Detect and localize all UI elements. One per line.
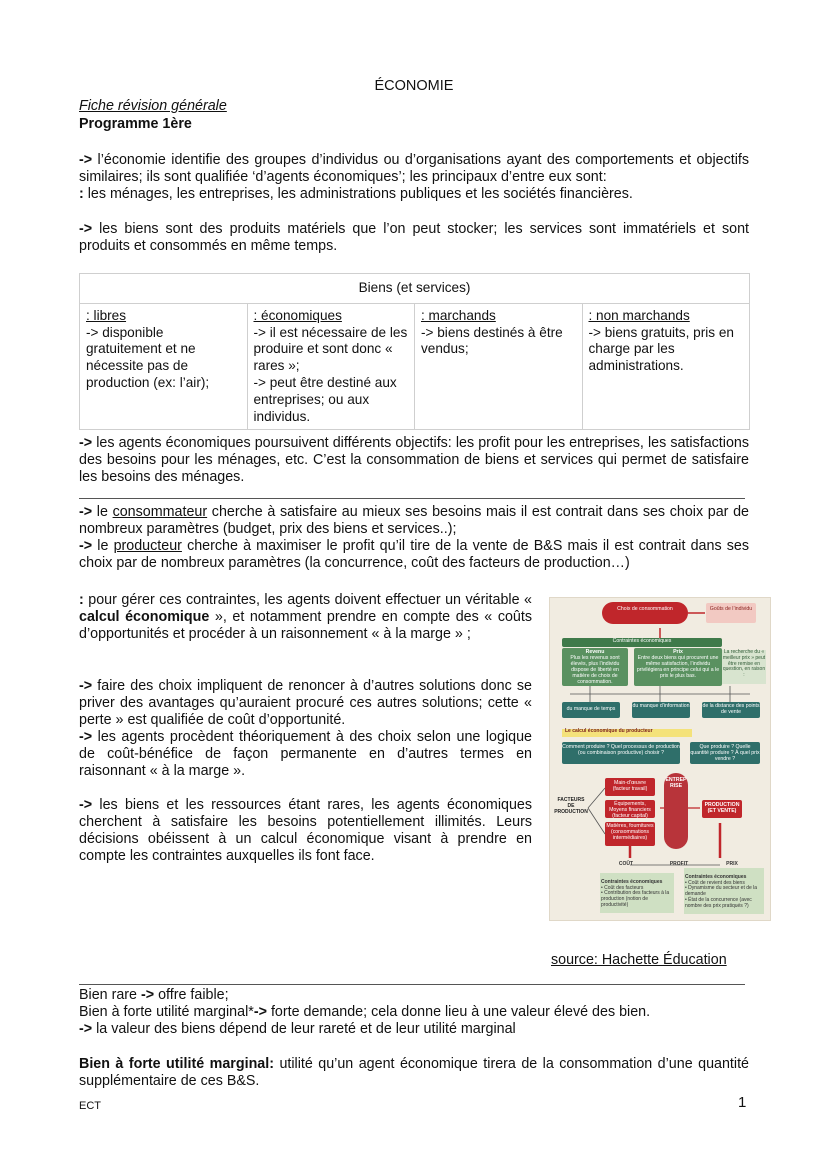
- arrow: ->: [79, 504, 93, 520]
- choix-consommation-box: Choix de consommation: [602, 602, 688, 624]
- cell-title: : marchands: [421, 307, 496, 323]
- intro-paragraph-agents: [79, 152, 749, 203]
- text: Bien rare: [79, 987, 141, 1003]
- text: offre faible;: [154, 987, 229, 1003]
- matieres-box: Matières, fournitures (consommations intermédiaires): [605, 822, 655, 846]
- prix-box: [634, 648, 722, 686]
- contraintes-cout-box: [600, 873, 674, 913]
- consommateur-term: consommateur: [112, 504, 208, 520]
- box-title: Revenu: [585, 649, 605, 655]
- gouts-box: Goûts de l’individu: [706, 603, 756, 623]
- table-header: Biens (et services): [80, 274, 750, 304]
- text: forte demande; cela donne lieu à une valeur élevé des bien.: [266, 1004, 651, 1020]
- table-cell-marchands: [415, 303, 583, 430]
- source-caption: source: Hachette Éducation: [551, 952, 727, 968]
- arrow: ->: [79, 1021, 93, 1037]
- calcul-economique-paragraph: [79, 592, 532, 643]
- manque-info-box: du manque d’information: [632, 702, 690, 718]
- cell-body: -> biens gratuits, pris en charge par les administrations.: [588, 324, 734, 374]
- subtitle: Fiche révision générale: [79, 98, 227, 114]
- arrow: ->: [140, 987, 155, 1003]
- arrow: ->: [79, 797, 93, 813]
- comment-produire-box: Comment produire ? Quel processus de production (ou combinaison productive) choisir ?: [562, 742, 680, 764]
- cout-label: COÛT: [618, 861, 634, 867]
- box-text: Entre deux biens qui procurent une même satisfaction, l’individu privilégiera en principe celui qui a le prix le plus bas.: [636, 655, 720, 679]
- arrow: ->: [79, 435, 93, 451]
- cell-title: : économiques: [253, 307, 342, 323]
- text: faire des choix impliquent de renoncer à d’autres solutions donc se priver des avantages qu’auraient procuré ces autres solutions; cette « perte » est qualifiée de coût d’opportunité.: [79, 678, 532, 728]
- box-text: • Coût de revient des biens • Dynamisme du secteur et de la demande • État de la concurrence (avec nombre des prix pratiqués ?): [685, 879, 758, 909]
- cell-title: : libres: [86, 307, 127, 323]
- arrow: ->: [79, 152, 93, 168]
- colon: :: [79, 186, 84, 202]
- calcul-producteur-label: Le calcul économique du producteur: [562, 729, 692, 737]
- arrow: ->: [79, 221, 93, 237]
- page-title: ÉCONOMIE: [374, 78, 454, 94]
- entreprise-oval: ENTREPRISE: [664, 773, 688, 849]
- page-number: 1: [738, 1094, 747, 1111]
- revenu-box: [562, 648, 628, 686]
- textbook-diagram: [549, 597, 771, 921]
- que-produire-box: Que produire ? Quelle quantité produire ? À quel prix vendre ?: [690, 744, 760, 762]
- biens-table: [79, 273, 750, 430]
- arrow: ->: [79, 538, 93, 554]
- contraintes-header: Contraintes économiques: [562, 638, 722, 647]
- text: pour gérer ces contraintes, les agents doivent effectuer un véritable «: [83, 592, 532, 608]
- definition-term: Bien à forte utilité marginal:: [79, 1056, 274, 1072]
- text: », et notamment prendre en compte des « coûts d’opportunités et procéder à un raisonnement « à la marge » ;: [79, 609, 532, 642]
- rarete-paragraph: [79, 797, 532, 865]
- producteur-term: producteur: [113, 538, 182, 554]
- text: utilité qu’un agent économique tirera de la consommation d’une quantité supplémentaire de ces B&S.: [79, 1056, 749, 1089]
- intro-paragraph-biens: [79, 221, 749, 255]
- text: les biens et les ressources étant rares, les agents économiques cherchent à satisfaire les besoins potentiellement illimités. Leurs décisions obéissent à un calcul économique visant à prendre en compte les contraintes auxquelles ils font face.: [79, 797, 532, 864]
- distance-box: de la distance des points de vente: [702, 702, 760, 718]
- text: les biens sont des produits matériels que l’on peut stocker; les services sont immatériels et sont produits et consommés en même temps.: [79, 221, 749, 254]
- arrow: ->: [253, 1004, 267, 1020]
- cell-title: : non marchands: [588, 307, 690, 323]
- text: cherche à maximiser le profit qu’il tire de la vente de B&S mais il est contrait dans ses choix par de nombreux paramètres (la concurrence, coût des facteurs de production…): [79, 538, 749, 571]
- box-title: Contraintes économiques: [685, 873, 747, 880]
- footer-label: ECT: [79, 1100, 101, 1112]
- rarete-summary: [79, 987, 749, 1038]
- box-title: Contraintes économiques: [601, 878, 663, 885]
- utilite-marginale-definition: [79, 1056, 749, 1090]
- table-cell-non-marchands: [582, 303, 750, 430]
- objectives-paragraph: [79, 435, 749, 486]
- arrow: ->: [79, 678, 93, 694]
- contraintes-prix-box: [684, 868, 764, 914]
- profit-label: PROFIT: [669, 861, 689, 867]
- divider: [79, 498, 745, 499]
- text: les ménages, les entreprises, les administrations publiques et les sociétés financières.: [83, 186, 633, 202]
- prix-label: PRIX: [726, 861, 738, 867]
- colon: :: [79, 592, 84, 608]
- manque-temps-box: du manque de temps: [562, 702, 620, 718]
- agents-paragraph: [79, 504, 749, 572]
- box-text: Plus les revenus sont élevés, plus l’individu dispose de liberté en matière de choix de consommation.: [570, 655, 620, 685]
- text: la valeur des biens dépend de leur rareté et de leur utilité marginal: [92, 1021, 516, 1037]
- facteurs-label: FACTEURS DE PRODUCTION: [554, 797, 588, 815]
- table-cell-economiques: [247, 303, 415, 430]
- cell-body: -> biens destinés à être vendus;: [421, 324, 563, 357]
- text: les agents économiques poursuivent différents objectifs: les profit pour les entreprises, les satisfactions des besoins pour les ménages, etc. C’est la consommation de biens et services qui permet de satisfaire les besoins des ménages.: [79, 435, 749, 485]
- main-oeuvre-box: Main-d’œuvre (facteur travail): [605, 778, 655, 796]
- calcul-economique-term: calcul économique: [79, 609, 210, 625]
- text: Bien à forte utilité marginal*: [79, 1004, 254, 1020]
- cell-body: -> il est nécessaire de les produire et sont donc « rares »; -> peut être destiné aux entreprises; ou aux individus.: [253, 324, 408, 424]
- text: le: [92, 538, 114, 554]
- arrow: ->: [79, 729, 93, 745]
- programme-heading: Programme 1ère: [79, 116, 192, 132]
- text: cherche à satisfaire au mieux ses besoins mais il est contrait dans ses choix par de nombreux paramètres (budget, prix des biens et services..);: [79, 504, 749, 537]
- cout-opportunite-paragraph: [79, 678, 532, 780]
- text: le: [92, 504, 113, 520]
- table-cell-libres: [80, 303, 248, 430]
- recherche-text: La recherche du « meilleur prix » peut être remise en question, en raison :: [722, 650, 766, 684]
- equipements-box: Équipements, Moyens financiers (facteur capital): [605, 800, 655, 818]
- text: l’économie identifie des groupes d’individus ou d’organisations ayant des comportements et objectifs similaires; ils sont qualifiée ‘d’agents économiques’; les principaux d’entre eux sont:: [79, 152, 749, 185]
- cell-body: -> disponible gratuitement et ne nécessite pas de production (ex: l’air);: [86, 324, 210, 390]
- box-text: • Coût des facteurs • Contribution des facteurs à la production (notion de productivité): [601, 884, 670, 908]
- text: les agents procèdent théoriquement à des choix selon une logique de coût-bénéfice de façon permanente en d’autres termes en raisonnant « à la marge ».: [79, 729, 532, 779]
- box-title: Prix: [673, 649, 683, 655]
- production-box: PRODUCTION (ET VENTE): [702, 800, 742, 818]
- divider: [79, 984, 745, 985]
